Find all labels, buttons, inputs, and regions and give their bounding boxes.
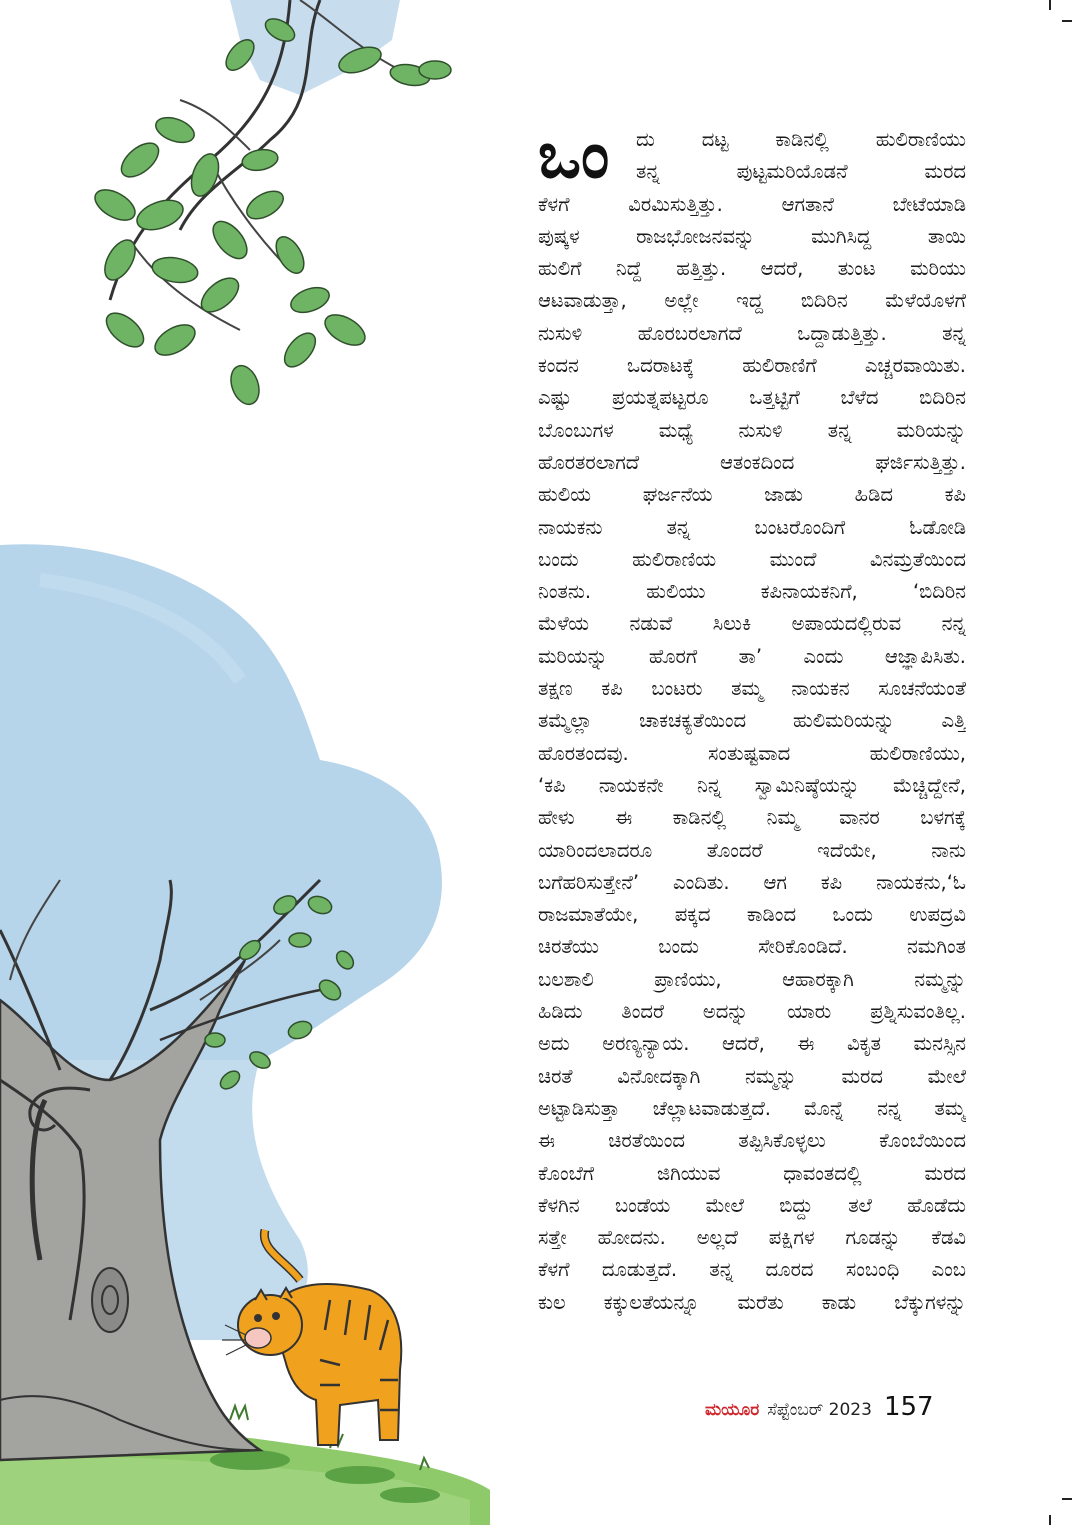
story-line: ಮೆಳೆಯ ನಡುವೆ ಸಿಲುಕಿ ಅಪಾಯದಲ್ಲಿರುವ ನನ್ನ [538,612,966,636]
story-line: ಬಲಶಾಲಿ ಪ್ರಾಣಿಯು, ಆಹಾರಕ್ಕಾಗಿ ನಮ್ಮನ್ನು [538,967,966,991]
story-line: ಸತ್ತೇ ಹೋದನು. ಅಲ್ಲದೆ ಪಕ್ಷಿಗಳ ಗೂಡನ್ನು ಕೆಡವಿ [538,1226,966,1250]
story-line: ತಮ್ಮೆಲ್ಲಾ ಚಾಕಚಕ್ಯತೆಯಿಂದ ಹುಲಿಮರಿಯನ್ನು ಎತ್ತಿ [538,709,966,733]
magazine-name: ಮಯೂರ [705,1400,760,1420]
story-line: ತಕ್ಷಣ ಕಪಿ ಬಂಟರು ತಮ್ಮ ನಾಯಕನ ಸೂಚನೆಯಂತೆ [538,677,966,701]
story-line: ಅಟ್ಟಾಡಿಸುತ್ತಾ ಚೆಲ್ಲಾಟವಾಡುತ್ತದೆ. ಮೊನ್ನೆ ನನ್ನ ತಮ್ಮ [538,1096,966,1120]
story-text [538,124,966,1319]
story-line: ಮರಿಯನ್ನು ಹೊರಗೆ ತಾ’ ಎಂದು ಆಜ್ಞಾಪಿಸಿತು. [538,644,966,668]
story-line: ‘ಕಪಿ ನಾಯಕನೇ ನಿನ್ನ ಸ್ವಾಮಿನಿಷ್ಠೆಯನ್ನು ಮೆಚ್ಚಿದ್ದೇನೆ, [538,773,966,797]
story-line: ಅದು ಅರಣ್ಯನ್ಯಾಯ. ಆದರೆ, ಈ ವಿಕೃತ ಮನಸ್ಸಿನ [538,1032,966,1056]
story-line: ದು ದಟ್ಟ ಕಾಡಿನಲ್ಲಿ ಹುಲಿರಾಣಿಯು [636,128,966,151]
story-line: ಆಟವಾಡುತ್ತಾ, ಅಲ್ಲೇ ಇದ್ದ ಬಿದಿರಿನ ಮೆಳೆಯೊಳಗೆ [538,289,966,313]
story-line: ಬಗೆಹರಿಸುತ್ತೇನೆ’ ಎಂದಿತು. ಆಗ ಕಪಿ ನಾಯಕನು,‘ಓ [538,870,966,894]
story-line: ರಾಜಮಾತೆಯೇ, ಪಕ್ಕದ ಕಾಡಿಂದ ಒಂದು ಉಪದ್ರವಿ [538,903,966,927]
story-line: ಚಿರತೆಯು ಬಂದು ಸೇರಿಕೊಂಡಿದೆ. ನಮಗಿಂತ [538,935,966,959]
story-line: ಹೊರತಂದವು. ಸಂತುಷ್ಟವಾದ ಹುಲಿರಾಣಿಯು, [538,741,966,765]
story-line: ಕೆಳಗಿನ ಬಂಡೆಯ ಮೇಲೆ ಬಿದ್ದು ತಲೆ ಹೊಡೆದು [538,1193,966,1217]
story-line: ಕೊಂಬೆಗೆ ಜಿಗಿಯುವ ಧಾವಂತದಲ್ಲಿ ಮರದ [538,1161,966,1185]
story-line: ಕೆಳಗೆ ದೂಡುತ್ತದೆ. ತನ್ನ ದೂರದ ಸಂಬಂಧಿ ಎಂಬ [538,1258,966,1282]
story-line: ಹುಲಿಗೆ ನಿದ್ದೆ ಹತ್ತಿತ್ತು. ಆದರೆ, ತುಂಟ ಮರಿಯು [538,257,966,281]
issue-month-year: ಸೆಪ್ಟೆಂಬರ್ 2023 [767,1400,872,1420]
story-line: ಈ ಚಿರತೆಯಿಂದ ತಪ್ಪಿಸಿಕೊಳ್ಳಲು ಕೊಂಬೆಯಿಂದ [538,1129,966,1153]
story-dropcap: ಒಂ [538,119,608,193]
crop-mark-top-right [1049,0,1051,10]
story-line: ಹೇಳು ಈ ಕಾಡಿನಲ್ಲಿ ನಿಮ್ಮ ವಾನರ ಬಳಗಕ್ಕೆ [538,806,966,830]
page-footer [705,1392,934,1432]
story-line: ನುಸುಳಿ ಹೊರಬರಲಾಗದೆ ಒದ್ದಾಡುತ್ತಿತ್ತು. ತನ್ನ [538,321,966,345]
story-line: ನಾಯಕನು ತನ್ನ ಬಂಟರೊಂದಿಗೆ ಓಡೋಡಿ [538,515,966,539]
story-line: ಯಾರಿಂದಲಾದರೂ ತೊಂದರೆ ಇದೆಯೇ, ನಾನು [538,838,966,862]
story-line: ಚಿರತೆ ವಿನೋದಕ್ಕಾಗಿ ನಮ್ಮನ್ನು ಮರದ ಮೇಲೆ [538,1064,966,1088]
page-number: 157 [883,1392,934,1422]
story-line: ಕೆಳಗೆ ವಿರಮಿಸುತ್ತಿತ್ತು. ಆಗತಾನೆ ಬೇಟೆಯಾಡಿ [538,192,966,216]
crop-mark-right-upper [1062,20,1072,22]
story-line: ಕುಲ ಕಕ್ಕುಲತೆಯನ್ನೂ ಮರೆತು ಕಾಡು ಬೆಕ್ಕುಗಳನ್ನು [538,1290,966,1314]
story-line: ಬೊಂಬುಗಳ ಮಧ್ಯೆ ನುಸುಳಿ ತನ್ನ ಮರಿಯನ್ನು [538,418,966,442]
story-line: ಎಷ್ಟು ಪ್ರಯತ್ನಪಟ್ಟರೂ ಒತ್ತಟ್ಟಿಗೆ ಬೆಳೆದ ಬಿದಿರಿನ [538,386,966,410]
story-line: ಹುಲಿಯ ಘರ್ಜನೆಯ ಜಾಡು ಹಿಡಿದ ಕಪಿ [538,483,966,507]
crop-mark-bottom-right [1049,1515,1051,1525]
top-branch-illustration [90,0,451,408]
story-line: ನಿಂತನು. ಹುಲಿಯು ಕಪಿನಾಯಕನಿಗೆ, ‘ಬಿದಿರಿನ [538,580,966,604]
story-line: ಕಂದನ ಒದರಾಟಕ್ಕೆ ಹುಲಿರಾಣಿಗೆ ಎಚ್ಚರವಾಯಿತು. [538,354,966,378]
crop-mark-right-lower [1062,1498,1072,1500]
story-line: ತನ್ನ ಪುಟ್ಟಮರಿಯೊಡನೆ ಮರದ [636,160,966,184]
story-line: ಹೊರತರಲಾಗದೆ ಆತಂಕದಿಂದ ಘರ್ಜಿಸುತ್ತಿತ್ತು. [538,450,966,474]
story-line: ಪುಷ್ಕಳ ರಾಜಭೋಜನವನ್ನು ಮುಗಿಸಿದ್ದ ತಾಯಿ [538,224,966,248]
story-line: ಬಂದು ಹುಲಿರಾಣಿಯ ಮುಂದೆ ವಿನಮ್ರತೆಯಿಂದ [538,547,966,571]
story-line: ಹಿಡಿದು ತಿಂದರೆ ಅದನ್ನು ಯಾರು ಪ್ರಶ್ನಿಸುವಂತಿಲ್ಲ. [538,1000,966,1024]
